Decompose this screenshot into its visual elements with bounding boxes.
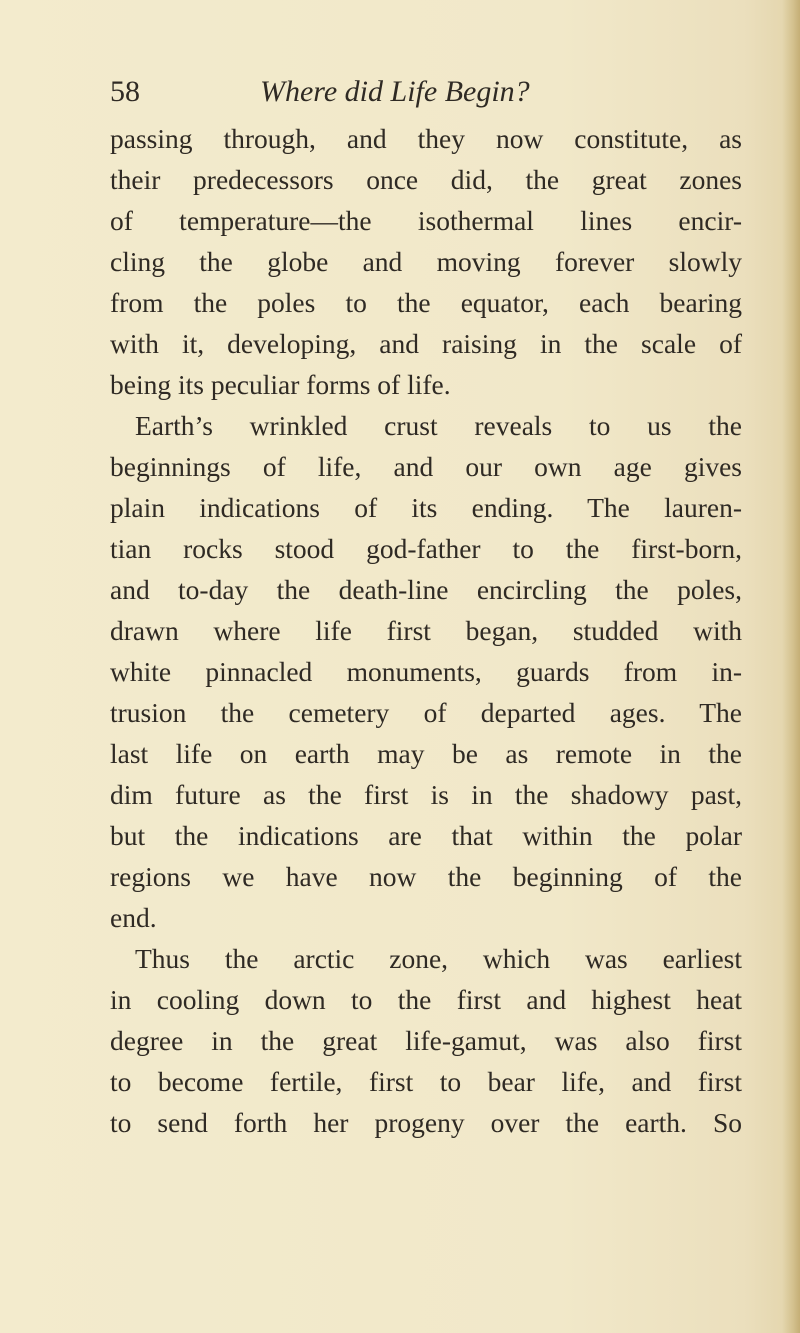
page-number: 58 xyxy=(110,75,140,108)
text-line: passing through, and they now constitute, as xyxy=(110,123,742,154)
text-line: white pinnacled monuments, guards from in- xyxy=(110,656,742,687)
text-line: being its peculiar forms of life. xyxy=(110,369,451,400)
text-line: to send forth her progeny over the earth. So xyxy=(110,1107,742,1138)
body-text xyxy=(110,118,742,1143)
text-line: with it, developing, and raising in the scale of xyxy=(110,328,742,359)
text-line: of temperature—the isothermal lines encir- xyxy=(110,205,742,236)
text-line: their predecessors once did, the great zones xyxy=(110,164,742,195)
text-line: last life on earth may be as remote in the xyxy=(110,738,742,769)
text-line: Thus the arctic zone, which was earliest xyxy=(135,943,742,974)
text-line: dim future as the first is in the shadowy past, xyxy=(110,779,742,810)
text-line: in cooling down to the first and highest heat xyxy=(110,984,742,1015)
page-edge-shadow xyxy=(782,0,800,1333)
text-line: to become fertile, first to bear life, and first xyxy=(110,1066,742,1097)
text-line: drawn where life first began, studded with xyxy=(110,615,742,646)
text-line: regions we have now the beginning of the xyxy=(110,861,742,892)
text-line: and to-day the death-line encircling the poles, xyxy=(110,574,742,605)
text-line: beginnings of life, and our own age gives xyxy=(110,451,742,482)
text-line: Earth’s wrinkled crust reveals to us the xyxy=(135,410,742,441)
text-line: degree in the great life-gamut, was also first xyxy=(110,1025,742,1056)
text-line: cling the globe and moving forever slowly xyxy=(110,246,742,277)
text-line: plain indications of its ending. The lauren- xyxy=(110,492,742,523)
running-title: Where did Life Begin? xyxy=(260,75,530,108)
page-header xyxy=(110,72,730,112)
text-line: but the indications are that within the polar xyxy=(110,820,742,851)
text-line: tian rocks stood god-father to the first-born, xyxy=(110,533,742,564)
text-line: from the poles to the equator, each bearing xyxy=(110,287,742,318)
text-line: end. xyxy=(110,902,157,933)
text-line: trusion the cemetery of departed ages. The xyxy=(110,697,742,728)
